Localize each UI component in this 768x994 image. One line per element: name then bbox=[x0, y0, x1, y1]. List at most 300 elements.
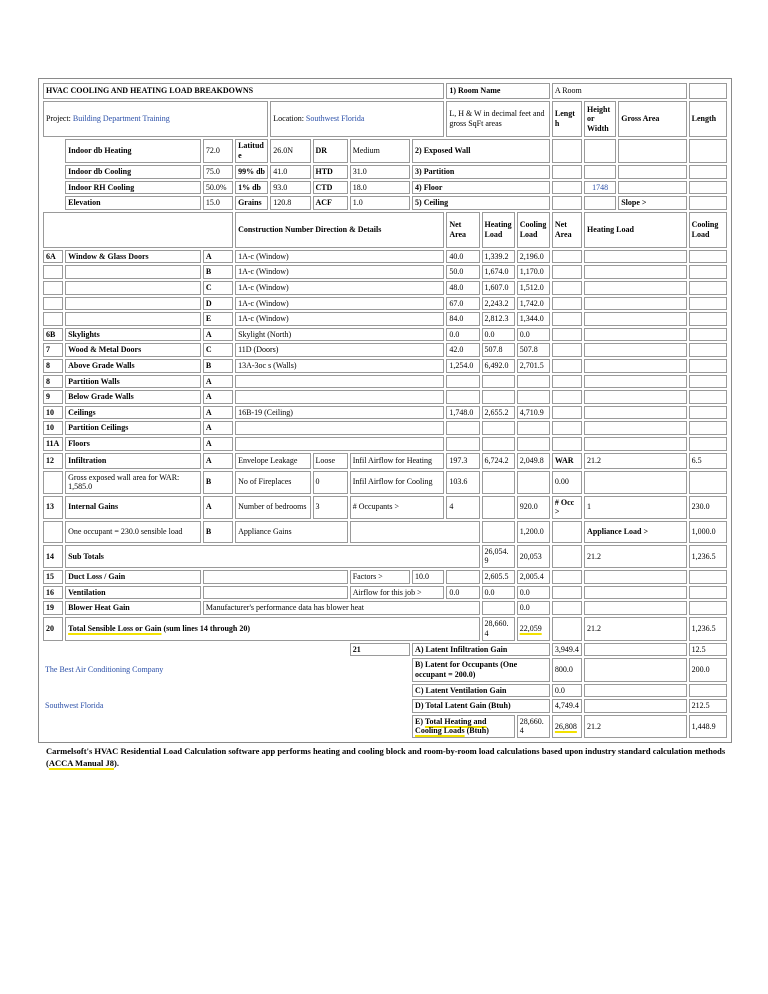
bedrooms-value: 3 bbox=[313, 496, 348, 519]
heating-load: 0.0 bbox=[482, 586, 515, 600]
heating-load-header-2: Heating Load bbox=[584, 212, 687, 248]
db99-value: 41.0 bbox=[270, 165, 310, 179]
table-row bbox=[43, 406, 727, 420]
spacer bbox=[350, 699, 410, 713]
heating-load bbox=[482, 421, 515, 435]
row-label bbox=[65, 265, 201, 279]
partition-area bbox=[618, 165, 686, 179]
heating-load-2: 21.2 bbox=[584, 617, 687, 641]
cooling-load: 0.0 bbox=[517, 586, 550, 600]
airflow-value: 0.0 bbox=[446, 586, 479, 600]
exposed-wall-area bbox=[618, 139, 686, 163]
region-name: Southwest Florida bbox=[45, 701, 104, 711]
row-label: Internal Gains bbox=[65, 496, 201, 519]
latitude-value: 26.0N bbox=[270, 139, 310, 163]
net-area-2 bbox=[552, 297, 582, 311]
envelope-leakage-label: Envelope Leakage bbox=[235, 453, 310, 469]
row-number: 7 bbox=[43, 343, 63, 357]
heating-load bbox=[482, 375, 515, 389]
ventilation-blank bbox=[203, 586, 348, 600]
row-letter: A bbox=[203, 406, 233, 420]
project-cell bbox=[43, 101, 268, 137]
cooling-load: 0.0 bbox=[517, 328, 550, 342]
company-name: The Best Air Conditioning Company bbox=[45, 665, 164, 675]
elevation-label: Elevation bbox=[65, 196, 201, 210]
net-area: 1,254.0 bbox=[446, 359, 479, 373]
cooling-load: 0.0 bbox=[517, 601, 550, 615]
table-row bbox=[43, 570, 727, 584]
exposed-wall-length-2 bbox=[689, 139, 727, 163]
cooling-load: 22,059 bbox=[519, 624, 542, 634]
net-area-header-2: Net Area bbox=[552, 212, 582, 248]
heating-load bbox=[482, 471, 515, 494]
row-letter: A bbox=[203, 453, 233, 469]
cooling-load-2 bbox=[689, 601, 727, 615]
heating-load-2 bbox=[584, 658, 687, 681]
cooling-load: 2,196.0 bbox=[517, 250, 550, 264]
cooling-load-2 bbox=[689, 406, 727, 420]
acf-label: ACF bbox=[313, 196, 348, 210]
duct-blank bbox=[203, 570, 348, 584]
spacer bbox=[350, 684, 410, 698]
cooling-load bbox=[517, 390, 550, 404]
table-row bbox=[43, 312, 727, 326]
net-area: 0.0 bbox=[446, 328, 479, 342]
row-letter: D bbox=[203, 297, 233, 311]
construction-detail bbox=[235, 390, 444, 404]
row-number: 14 bbox=[43, 545, 63, 568]
heating-load-2: 21.2 bbox=[584, 715, 687, 738]
net-area-2 bbox=[552, 343, 582, 357]
floor-length-2 bbox=[689, 181, 727, 195]
indoor-db-cooling-label: Indoor db Cooling bbox=[65, 165, 201, 179]
spacer bbox=[350, 658, 410, 681]
table-row bbox=[43, 715, 727, 738]
total-loads-title: Total Heating and Cooling Loads bbox=[415, 716, 487, 736]
cooling-load-2 bbox=[689, 359, 727, 373]
row-number: 9 bbox=[43, 390, 63, 404]
construction-detail: 1A-c (Window) bbox=[235, 312, 444, 326]
row-label: Ventilation bbox=[65, 586, 201, 600]
total-loads-prefix: E) bbox=[415, 716, 425, 726]
fireplaces-label: No of Fireplaces bbox=[235, 471, 310, 494]
cooling-load-2 bbox=[689, 390, 727, 404]
table-row bbox=[43, 390, 727, 404]
right-value: 212.5 bbox=[689, 699, 727, 713]
heating-load-2 bbox=[584, 437, 687, 451]
factors-label: Factors > bbox=[350, 570, 410, 584]
appliance-gains-blank bbox=[350, 521, 480, 543]
row-letter: A bbox=[203, 437, 233, 451]
net-area-2 bbox=[552, 617, 582, 641]
dr-value: Medium bbox=[350, 139, 410, 163]
cooling-load: 507.8 bbox=[517, 343, 550, 357]
row-letter: A bbox=[203, 496, 233, 519]
table-row bbox=[43, 328, 727, 342]
cooling-load bbox=[517, 437, 550, 451]
table-row bbox=[43, 643, 727, 657]
right-value: 1,236.5 bbox=[689, 617, 727, 641]
construction-detail: 1A-c (Window) bbox=[235, 265, 444, 279]
exposed-wall-height bbox=[584, 139, 616, 163]
footer-text: Carmelsoft's HVAC Residential Load Calculation software app performs heating and cooling block and room-by-room load calculations based upon industry standard calculation methods ( bbox=[46, 746, 726, 769]
row-number bbox=[43, 297, 63, 311]
total-heating-load: 28,660.4 bbox=[517, 715, 550, 738]
cooling-load-2 bbox=[689, 297, 727, 311]
heating-load-2 bbox=[584, 570, 687, 584]
appliance-gains-label: Appliance Gains bbox=[235, 521, 348, 543]
lhw-note: L, H & W in decimal feet and gross SqFt areas bbox=[446, 101, 550, 137]
acca-manual-link: ACCA Manual J8 bbox=[48, 758, 115, 769]
heating-load-2 bbox=[584, 312, 687, 326]
row-number: 12 bbox=[43, 453, 63, 469]
row-number bbox=[43, 281, 63, 295]
row-label: Duct Loss / Gain bbox=[65, 570, 201, 584]
airflow-label: Airflow for this job > bbox=[350, 586, 445, 600]
ceiling-length bbox=[552, 196, 582, 210]
length-header: Length bbox=[552, 101, 582, 137]
heating-load bbox=[482, 437, 515, 451]
heating-load-2 bbox=[584, 375, 687, 389]
partition-label: 3) Partition bbox=[412, 165, 550, 179]
row-label: Skylights bbox=[65, 328, 201, 342]
ctd-value: 18.0 bbox=[350, 181, 410, 195]
row-label: Ceilings bbox=[65, 406, 201, 420]
infil-airflow-cooling-label: Infil Airflow for Cooling bbox=[350, 471, 445, 494]
cooling-load-2 bbox=[689, 375, 727, 389]
floor-length bbox=[552, 181, 582, 195]
construction-detail: 11D (Doors) bbox=[235, 343, 444, 357]
row-number: 6A bbox=[43, 250, 63, 264]
table-row bbox=[43, 471, 727, 494]
net-area: 1,748.0 bbox=[446, 406, 479, 420]
project-value: Building Department Training bbox=[72, 114, 170, 124]
cooling-load-2 bbox=[689, 421, 727, 435]
table-row bbox=[43, 343, 727, 357]
right-value: 230.0 bbox=[689, 496, 727, 519]
net-area-header: Net Area bbox=[446, 212, 479, 248]
cooling-load bbox=[517, 375, 550, 389]
row-label bbox=[65, 312, 201, 326]
net-area: 67.0 bbox=[446, 297, 479, 311]
row-number bbox=[43, 265, 63, 279]
latent-ventilation-label: C) Latent Ventilation Gain bbox=[412, 684, 550, 698]
row-letter: A bbox=[203, 390, 233, 404]
heating-load: 6,724.2 bbox=[482, 453, 515, 469]
heating-load-2 bbox=[584, 586, 687, 600]
table-row bbox=[43, 375, 727, 389]
row-label bbox=[65, 297, 201, 311]
row-number: 16 bbox=[43, 586, 63, 600]
table-row bbox=[43, 453, 727, 469]
total-latent-label: D) Total Latent Gain (Btuh) bbox=[412, 699, 550, 713]
indoor-rh-cooling-label: Indoor RH Cooling bbox=[65, 181, 201, 195]
net-area-2 bbox=[552, 250, 582, 264]
heating-load bbox=[482, 496, 515, 519]
heating-load-2 bbox=[584, 471, 687, 494]
elevation-value: 15.0 bbox=[203, 196, 233, 210]
ctd-label: CTD bbox=[313, 181, 348, 195]
cooling-load bbox=[517, 471, 550, 494]
cooling-load: 1,170.0 bbox=[517, 265, 550, 279]
heating-load-2 bbox=[584, 297, 687, 311]
blower-note: Manufacturer's performance data has blower heat bbox=[203, 601, 480, 615]
indoor-db-heating-value: 72.0 bbox=[203, 139, 233, 163]
net-area bbox=[446, 437, 479, 451]
db99-label: 99% db bbox=[235, 165, 268, 179]
room-name-value: A Room bbox=[552, 83, 687, 99]
exposed-wall-length bbox=[552, 139, 582, 163]
cooling-load-2 bbox=[689, 586, 727, 600]
heating-load: 2,655.2 bbox=[482, 406, 515, 420]
net-area-2 bbox=[552, 312, 582, 326]
net-area-2 bbox=[552, 601, 582, 615]
cooling-load-2 bbox=[689, 471, 727, 494]
footer-note bbox=[46, 745, 736, 770]
construction-detail: 1A-c (Window) bbox=[235, 297, 444, 311]
heating-load: 1,607.0 bbox=[482, 281, 515, 295]
occ-value: 1 bbox=[584, 496, 687, 519]
cooling-load: 1,512.0 bbox=[517, 281, 550, 295]
height-width-header: Height or Width bbox=[584, 101, 616, 137]
htd-label: HTD bbox=[313, 165, 348, 179]
net-area bbox=[446, 390, 479, 404]
heating-load: 0.0 bbox=[482, 328, 515, 342]
appliance-load-label: Appliance Load > bbox=[584, 521, 687, 543]
war-label: WAR bbox=[552, 453, 582, 469]
row-number: 10 bbox=[43, 421, 63, 435]
heating-load-2 bbox=[584, 699, 687, 713]
total-loads-unit: (Btuh) bbox=[464, 726, 489, 736]
row-number: 11A bbox=[43, 437, 63, 451]
row-letter: C bbox=[203, 343, 233, 357]
infil-airflow-heating-value: 197.3 bbox=[446, 453, 479, 469]
row-number bbox=[43, 521, 63, 543]
sheet-title: HVAC COOLING AND HEATING LOAD BREAKDOWNS bbox=[43, 83, 444, 99]
partition-length bbox=[552, 165, 582, 179]
table-row bbox=[43, 684, 727, 698]
infil-airflow-heating-label: Infil Airflow for Heating bbox=[350, 453, 445, 469]
construction-detail: 1A-c (Window) bbox=[235, 281, 444, 295]
indoor-db-heating-label: Indoor db Heating bbox=[65, 139, 201, 163]
heating-load-2 bbox=[584, 343, 687, 357]
row-label bbox=[65, 281, 201, 295]
row-letter: A bbox=[203, 421, 233, 435]
floor-area-2 bbox=[618, 181, 686, 195]
table-row bbox=[43, 699, 727, 713]
table-row bbox=[43, 359, 727, 373]
cooling-load-2 bbox=[689, 250, 727, 264]
factors-value: 10.0 bbox=[412, 570, 444, 584]
row-letter: A bbox=[203, 328, 233, 342]
room-name-extra bbox=[689, 83, 727, 99]
construction-detail bbox=[235, 375, 444, 389]
table-row bbox=[43, 250, 727, 264]
table-row bbox=[43, 265, 727, 279]
slope-label: Slope > bbox=[618, 196, 686, 210]
cooling-load bbox=[517, 421, 550, 435]
construction-detail: Skylight (North) bbox=[235, 328, 444, 342]
heating-load-2 bbox=[584, 643, 687, 657]
table-row bbox=[43, 586, 727, 600]
table-row bbox=[43, 521, 727, 543]
total-sensible-note: (sum lines 14 through 20) bbox=[161, 624, 250, 634]
indoor-db-cooling-value: 75.0 bbox=[203, 165, 233, 179]
row-letter: C bbox=[203, 281, 233, 295]
net-area: 48.0 bbox=[446, 281, 479, 295]
floor-label: 4) Floor bbox=[412, 181, 550, 195]
construction-detail: 13A-3oc s (Walls) bbox=[235, 359, 444, 373]
right-value: 200.0 bbox=[689, 658, 727, 681]
row-number: 8 bbox=[43, 359, 63, 373]
cooling-load: 4,710.9 bbox=[517, 406, 550, 420]
table-row bbox=[43, 297, 727, 311]
gross-exposed-wall-note: Gross exposed wall area for WAR: 1,585.0 bbox=[65, 471, 201, 494]
grains-value: 120.8 bbox=[270, 196, 310, 210]
location-cell bbox=[270, 101, 444, 137]
net-area-2 bbox=[552, 281, 582, 295]
table-row bbox=[43, 658, 727, 681]
latitude-label: Latitude bbox=[235, 139, 268, 163]
row-label: Below Grade Walls bbox=[65, 390, 201, 404]
bedrooms-label: Number of bedrooms bbox=[235, 496, 310, 519]
construction-detail: 1A-c (Window) bbox=[235, 250, 444, 264]
construction-detail: 16B-19 (Ceiling) bbox=[235, 406, 444, 420]
heating-load-2 bbox=[584, 359, 687, 373]
row-label: Partition Ceilings bbox=[65, 421, 201, 435]
table-row bbox=[43, 281, 727, 295]
spacer bbox=[350, 715, 410, 738]
total-cooling-cell bbox=[552, 715, 582, 738]
row-label: Above Grade Walls bbox=[65, 359, 201, 373]
net-area-2 bbox=[552, 521, 582, 543]
net-area-2 bbox=[552, 421, 582, 435]
row-label: Floors bbox=[65, 437, 201, 451]
footer-text-end: ). bbox=[114, 758, 119, 769]
heating-load-2 bbox=[584, 281, 687, 295]
total-sensible-title: Total Sensible Loss or Gain bbox=[68, 624, 162, 634]
ceiling-height bbox=[584, 196, 616, 210]
row-label: Sub Totals bbox=[65, 545, 479, 568]
load-breakdown-sheet bbox=[38, 78, 732, 743]
right-value: 1,000.0 bbox=[689, 521, 727, 543]
envelope-leakage-value: Loose bbox=[313, 453, 348, 469]
cooling-load: 1,344.0 bbox=[517, 312, 550, 326]
header-blank-left bbox=[43, 212, 233, 248]
cooling-load-2 bbox=[689, 312, 727, 326]
heating-load: 28,660.4 bbox=[482, 617, 515, 641]
net-area: 84.0 bbox=[446, 312, 479, 326]
cooling-load-cell bbox=[517, 617, 550, 641]
latent-occupants-value: 800.0 bbox=[552, 658, 582, 681]
acf-value: 1.0 bbox=[350, 196, 410, 210]
right-value: 1,448.9 bbox=[689, 715, 727, 738]
latent-ventilation-value: 0.0 bbox=[552, 684, 582, 698]
heating-load: 1,339.2 bbox=[482, 250, 515, 264]
db1-label: 1% db bbox=[235, 181, 268, 195]
net-area-2 bbox=[552, 265, 582, 279]
net-area-2 bbox=[552, 586, 582, 600]
row-number bbox=[43, 471, 63, 494]
total-cooling-load: 26,808 bbox=[554, 721, 577, 731]
net-area-2 bbox=[552, 437, 582, 451]
net-area-2 bbox=[552, 375, 582, 389]
cooling-load-2 bbox=[689, 328, 727, 342]
cooling-load: 1,742.0 bbox=[517, 297, 550, 311]
row-letter: E bbox=[203, 312, 233, 326]
ceiling-length-2 bbox=[689, 196, 727, 210]
heating-load-2 bbox=[584, 421, 687, 435]
right-value bbox=[689, 684, 727, 698]
row-number: 20 bbox=[43, 617, 63, 641]
net-area: 40.0 bbox=[446, 250, 479, 264]
load-table bbox=[41, 81, 729, 740]
net-area-2 bbox=[552, 359, 582, 373]
room-name-label: 1) Room Name bbox=[446, 83, 550, 99]
cooling-load: 2,005.4 bbox=[517, 570, 550, 584]
cooling-load-2 bbox=[689, 570, 727, 584]
net-area-2 bbox=[552, 545, 582, 568]
construction-detail bbox=[235, 421, 444, 435]
occupants-value: 4 bbox=[446, 496, 479, 519]
net-area-2 bbox=[552, 328, 582, 342]
table-row bbox=[43, 421, 727, 435]
cooling-load: 2,049.8 bbox=[517, 453, 550, 469]
cooling-load: 20,053 bbox=[517, 545, 550, 568]
heating-load: 2,605.5 bbox=[482, 570, 515, 584]
heating-load bbox=[482, 390, 515, 404]
row-label: Infiltration bbox=[65, 453, 201, 469]
total-loads-label bbox=[412, 715, 515, 738]
db1-value: 93.0 bbox=[270, 181, 310, 195]
table-row bbox=[43, 617, 727, 641]
right-value: 12.5 bbox=[689, 643, 727, 657]
row-number: 15 bbox=[43, 570, 63, 584]
heating-load: 507.8 bbox=[482, 343, 515, 357]
net-area-2 bbox=[552, 406, 582, 420]
war-value: 21.2 bbox=[584, 453, 687, 469]
heating-load-2: 21.2 bbox=[584, 545, 687, 568]
project-label: Project: bbox=[46, 114, 71, 124]
partition-height bbox=[584, 165, 616, 179]
net-area: 50.0 bbox=[446, 265, 479, 279]
heating-load-2 bbox=[584, 684, 687, 698]
row-number: 10 bbox=[43, 406, 63, 420]
latent-infiltration-label: A) Latent Infiltration Gain bbox=[412, 643, 550, 657]
net-area bbox=[446, 421, 479, 435]
row-letter: A bbox=[203, 375, 233, 389]
table-row bbox=[43, 601, 727, 615]
htd-value: 31.0 bbox=[350, 165, 410, 179]
cooling-load-2 bbox=[689, 437, 727, 451]
net-area bbox=[446, 375, 479, 389]
indoor-rh-cooling-value: 50.0% bbox=[203, 181, 233, 195]
row-label: Partition Walls bbox=[65, 375, 201, 389]
dr-label: DR bbox=[313, 139, 348, 163]
row-label: Wood & Metal Doors bbox=[65, 343, 201, 357]
row-number: 13 bbox=[43, 496, 63, 519]
row-number: 19 bbox=[43, 601, 63, 615]
row-number: 6B bbox=[43, 328, 63, 342]
cooling-load-2 bbox=[689, 343, 727, 357]
heating-load-2 bbox=[584, 406, 687, 420]
row-label: Blower Heat Gain bbox=[65, 601, 201, 615]
ceiling-label: 5) Ceiling bbox=[412, 196, 550, 210]
row-letter: B bbox=[203, 265, 233, 279]
net-area: 42.0 bbox=[446, 343, 479, 357]
row-label: Window & Glass Doors bbox=[65, 250, 201, 264]
net-area-2 bbox=[552, 570, 582, 584]
